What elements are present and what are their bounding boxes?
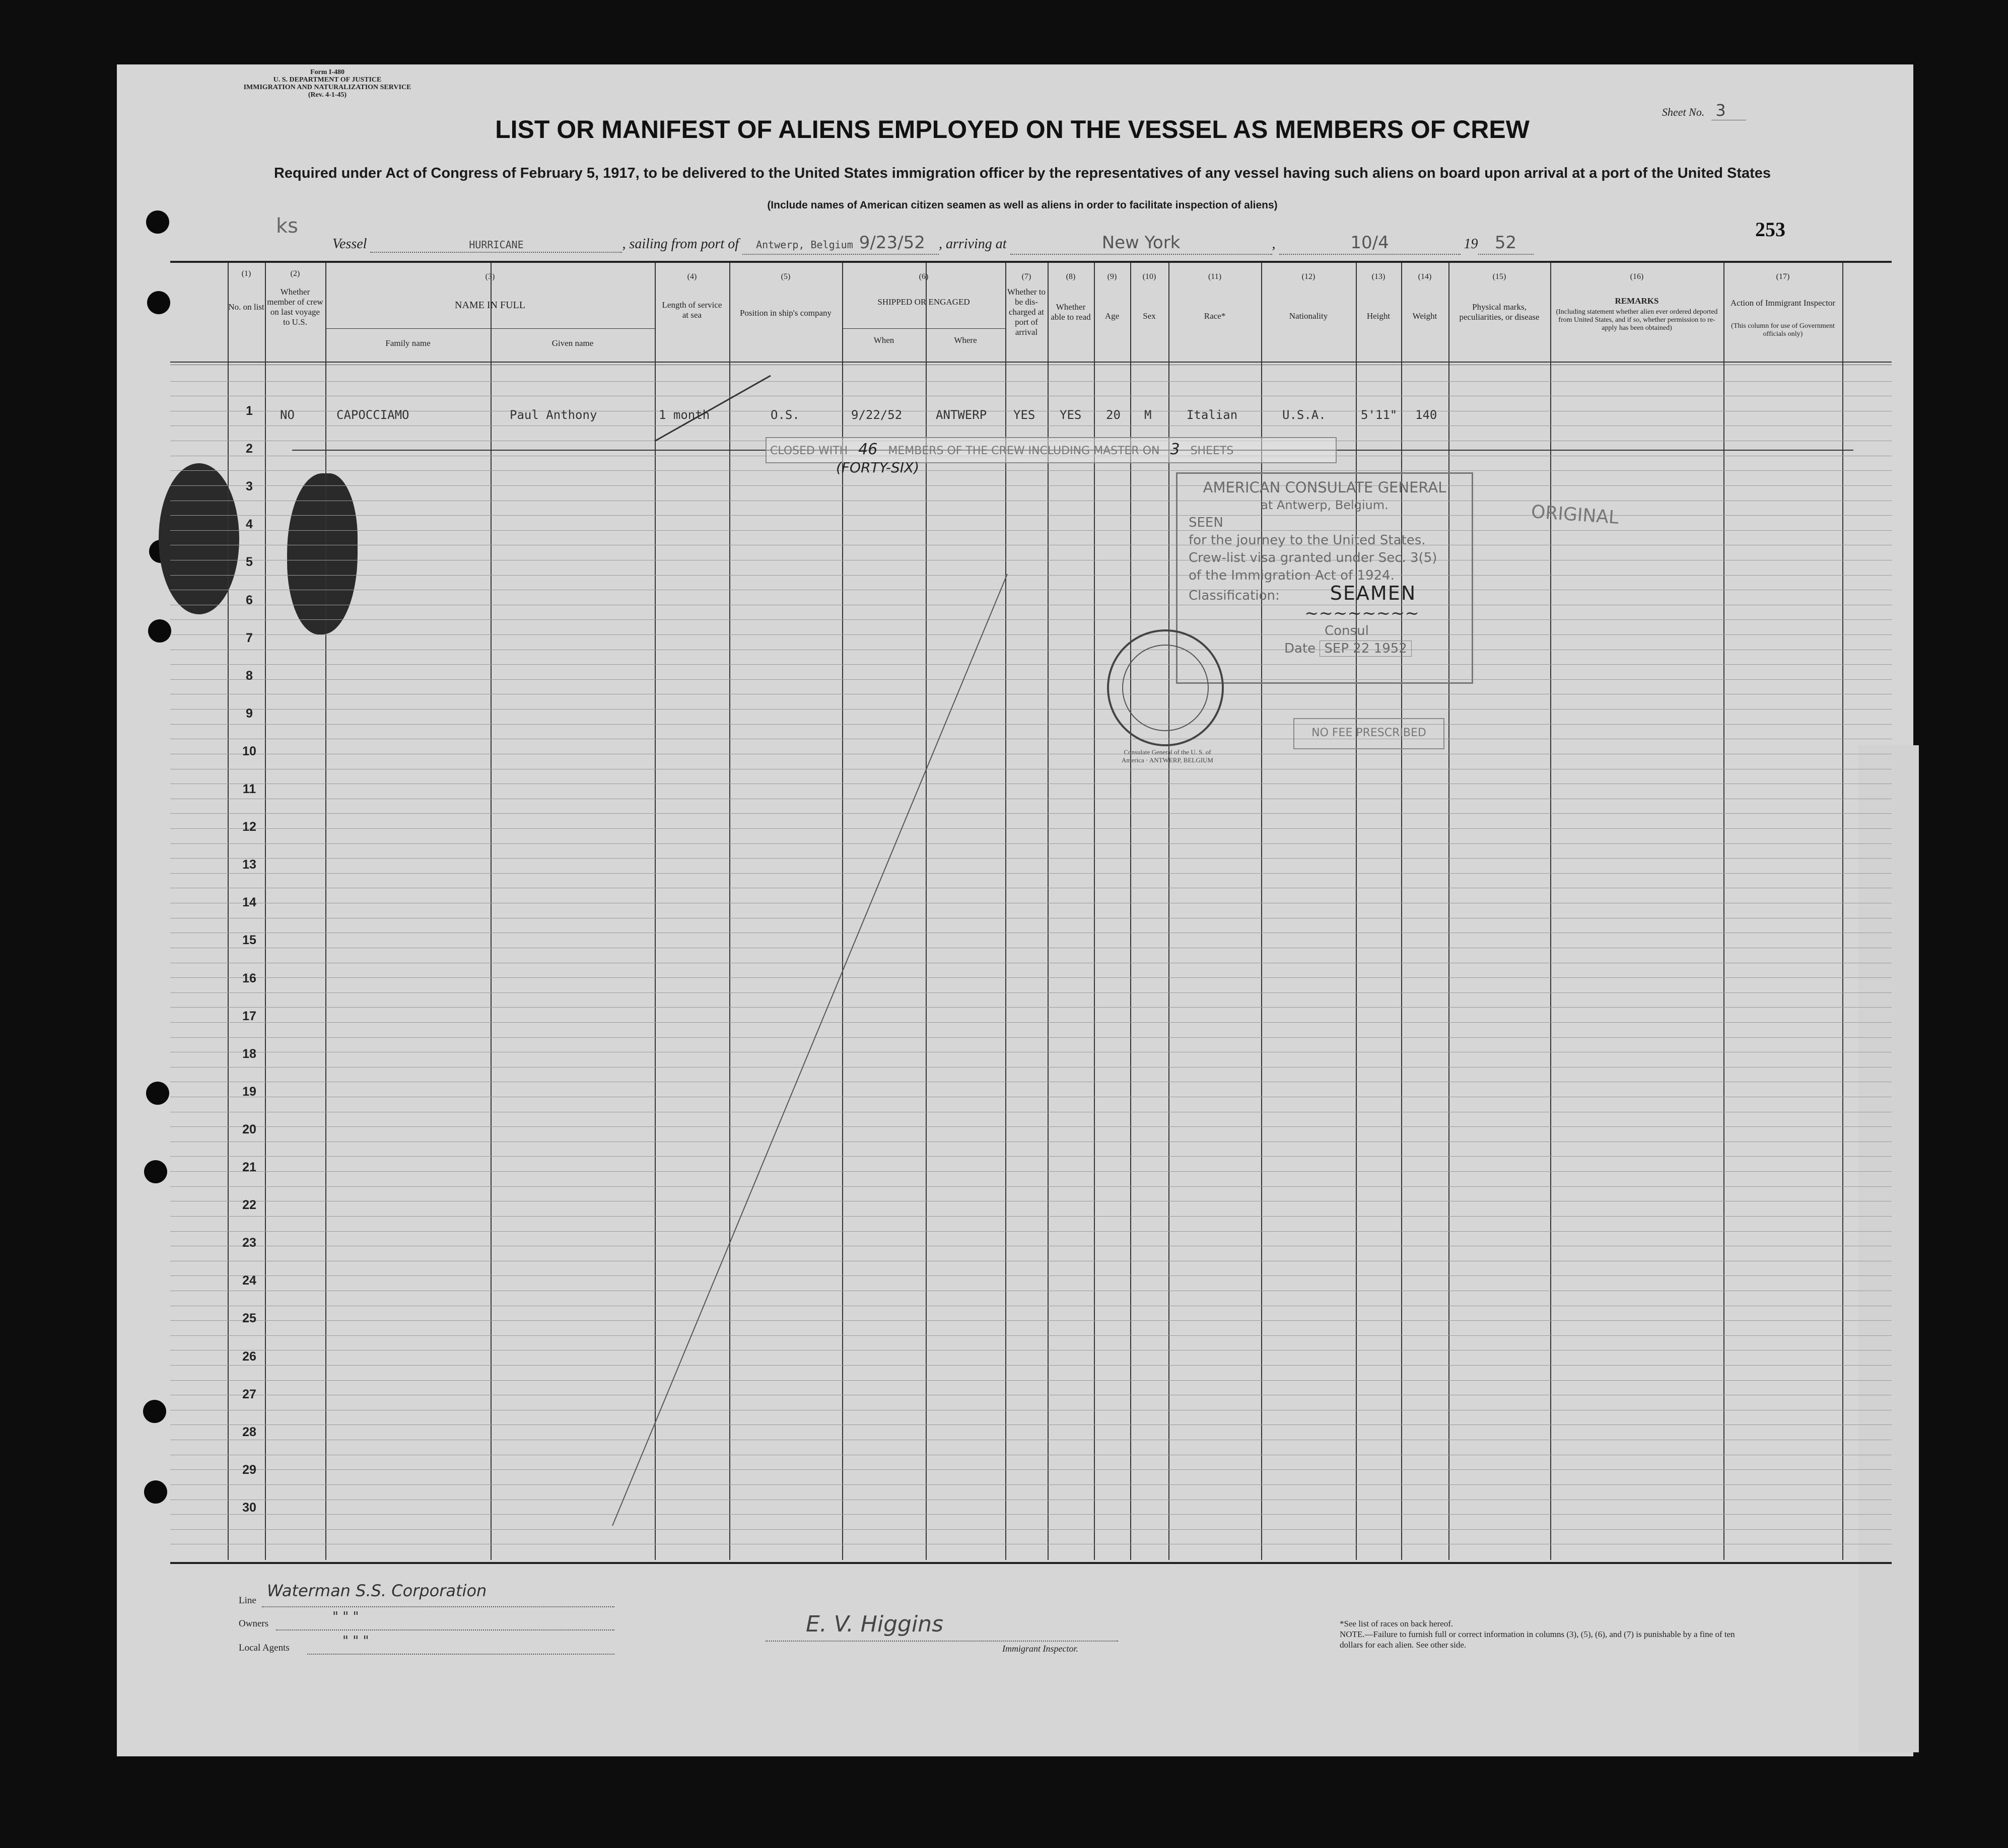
row-number: 10	[242, 744, 256, 758]
arrival-date: 10/4	[1350, 233, 1389, 253]
col3-label: NAME IN FULL	[455, 300, 525, 311]
row1-when: 9/22/52	[851, 408, 903, 422]
row1-position: O.S.	[771, 408, 800, 422]
row-number: 27	[242, 1387, 256, 1401]
col6-num: (6)	[919, 272, 929, 281]
row-number: 11	[242, 782, 256, 796]
row-number: 18	[242, 1046, 256, 1061]
page-stamp-number: 253	[1755, 218, 1785, 241]
inspector-dotted	[766, 1641, 1118, 1642]
date-label: Date	[1284, 641, 1316, 656]
row1-read: YES	[1060, 408, 1082, 422]
vessel-name: HURRICANE	[370, 239, 622, 253]
classification-label: Classification:	[1189, 588, 1280, 603]
row1-race: Italian	[1187, 408, 1238, 422]
owners-value: " " "	[332, 1609, 359, 1624]
sheet-number-value: 3	[1711, 101, 1746, 120]
row-number: 15	[242, 933, 256, 948]
departure-port: Antwerp, Belgium	[756, 239, 853, 251]
closing-middle: MEMBERS OF THE CREW INCLUDING MASTER ON	[888, 445, 1160, 457]
consulate-journey: for the journey to the United States.	[1189, 533, 1426, 548]
col14-num: (14)	[1418, 272, 1432, 281]
row1-discharged: YES	[1013, 408, 1035, 422]
classification-value: SEAMEN	[1330, 582, 1417, 604]
row-number: 28	[242, 1425, 256, 1439]
agents-value: " " "	[342, 1633, 369, 1649]
inspector-signature: E. V. Higgins	[806, 1611, 944, 1637]
where-header: Where	[954, 335, 977, 345]
instruction-note: (Include names of American citizen seamen as well as aliens in order to facilitate inspection of aliens)	[767, 199, 1278, 211]
consulate-location: at Antwerp, Belgium.	[1261, 498, 1389, 512]
agents-dotted	[307, 1654, 614, 1655]
owners-dotted	[276, 1629, 614, 1630]
when-header: When	[873, 335, 894, 345]
col13-num: (13)	[1371, 272, 1386, 281]
col7-num: (7)	[1021, 272, 1031, 281]
row-number: 26	[242, 1349, 256, 1364]
row-number: 21	[242, 1160, 256, 1174]
sailing-label: , sailing from port of	[622, 236, 739, 252]
row-number: 9	[246, 706, 253, 721]
page-title: LIST OR MANIFEST OF ALIENS EMPLOYED ON THE VESSEL AS MEMBERS OF CREW	[495, 115, 1530, 144]
col17-note: (This column for use of Government officials only)	[1731, 322, 1835, 338]
row1-sex: M	[1144, 408, 1152, 422]
row1-height: 5'11"	[1361, 408, 1398, 422]
line-dotted	[262, 1606, 614, 1607]
col10-label: Sex	[1143, 311, 1156, 321]
long-strike-line	[612, 574, 1007, 1526]
consulate-seen: SEEN	[1189, 515, 1223, 530]
row-number: 25	[242, 1311, 256, 1326]
arriving-label: , arriving at	[938, 236, 1007, 252]
row1-service: 1 month	[659, 408, 710, 422]
arrival-port: New York	[1101, 233, 1181, 253]
col15-num: (15)	[1492, 272, 1506, 281]
sheet-count: 3	[1170, 441, 1180, 458]
col9-label: Age	[1104, 311, 1120, 321]
row1-given-name: Paul Anthony	[510, 408, 597, 422]
inspector-label: Immigrant Inspector.	[1002, 1644, 1078, 1654]
given-name-header: Given name	[551, 338, 594, 348]
col8-label: Whether able to read	[1051, 302, 1091, 322]
page-subtitle: Required under Act of Congress of February 5, 1917, to be delivered to the United States immigration officer by the representatives of any vessel having such aliens on board upon arrival at a port of the United States	[273, 165, 1771, 181]
row-number: 23	[242, 1236, 256, 1250]
row-number: 4	[246, 517, 253, 532]
col2-num: (2)	[290, 269, 300, 278]
row1-family-name: CAPOCCIAMO	[336, 408, 409, 422]
row-number: 6	[246, 593, 253, 607]
col11-label: Race*	[1204, 311, 1226, 321]
row1-where: ANTWERP	[936, 408, 987, 422]
line-label: Line	[239, 1595, 256, 1606]
row1-weight: 140	[1415, 408, 1437, 422]
consulate-seal-inner	[1122, 645, 1209, 731]
col1-num: (1)	[241, 269, 251, 278]
row-number: 19	[242, 1084, 256, 1099]
col16-num: (16)	[1630, 272, 1644, 281]
service: IMMIGRATION AND NATURALIZATION SERVICE	[243, 84, 411, 91]
col12-label: Nationality	[1289, 311, 1328, 321]
col1-label: No. on list	[228, 302, 264, 312]
closing-prefix: CLOSED WITH	[770, 445, 848, 457]
row-number: 29	[242, 1462, 256, 1477]
col14-label: Weight	[1412, 311, 1437, 321]
consul-label: Consul	[1325, 623, 1369, 638]
col17-label: Action of Immigrant Inspector	[1730, 298, 1836, 308]
consulate-visa: Crew-list visa granted under Sec. 3(5)	[1189, 550, 1437, 565]
row-number: 1	[246, 404, 253, 418]
seal-text: Consulate General of the U. S. of America · ANTWERP, BELGIUM	[1122, 748, 1213, 764]
row-number: 5	[246, 555, 253, 570]
col8-num: (8)	[1066, 272, 1076, 281]
races-note: *See list of races on back hereof.	[1340, 1619, 1453, 1628]
row-number: 14	[242, 895, 256, 910]
row-number: 24	[242, 1273, 256, 1288]
row-number: 7	[246, 630, 253, 645]
vessel-line: Vessel HURRICANE , sailing from port of Antwerp, Belgium 9/23/52 , arriving at New York , 10/4 19 52	[332, 233, 1534, 255]
no-fee-stamp: NO FEE PRESCRIBED	[1293, 718, 1444, 749]
footer-note	[1340, 1618, 1753, 1650]
year-suffix: 52	[1494, 233, 1517, 253]
crew-count-words: (FORTY-SIX)	[836, 459, 920, 476]
col5-num: (5)	[781, 272, 791, 281]
col15-label: Physical marks, peculiarities, or disease	[1459, 302, 1540, 322]
stamp-date: SEP 22 1952	[1320, 641, 1411, 657]
row-number: 12	[242, 820, 256, 834]
closing-suffix: SHEETS	[1190, 445, 1234, 457]
short-strike-line	[655, 376, 771, 441]
col11-num: (11)	[1208, 272, 1222, 281]
consulate-title: AMERICAN CONSULATE GENERAL	[1203, 479, 1446, 496]
row1-nationality: U.S.A.	[1282, 408, 1326, 422]
col6-label: SHIPPED OR ENGAGED	[877, 297, 970, 307]
col16-label: REMARKS	[1615, 296, 1659, 306]
row-number: 13	[242, 858, 256, 872]
revision: (Rev. 4-1-45)	[308, 91, 347, 99]
col7-label: Whether to be dis-charged at port of arrival	[1007, 287, 1046, 337]
col12-num: (12)	[1301, 272, 1315, 281]
vessel-label: Vessel	[332, 236, 367, 252]
col4-num: (4)	[687, 272, 697, 281]
family-name-header: Family name	[385, 338, 431, 348]
col17-num: (17)	[1776, 272, 1790, 281]
owners-label: Owners	[239, 1618, 269, 1629]
line-value: Waterman S.S. Corporation	[267, 1581, 487, 1600]
row-number: 3	[246, 479, 253, 494]
col13-label: Height	[1366, 311, 1391, 321]
consulate-act: of the Immigration Act of 1924.	[1189, 568, 1395, 583]
col5-label: Position in ship's company	[739, 308, 832, 318]
col9-num: (9)	[1107, 272, 1117, 281]
agents-label: Local Agents	[239, 1643, 290, 1653]
form-number: Form I-480	[310, 68, 345, 76]
col3-num: (3)	[485, 272, 495, 281]
row-number: 30	[242, 1500, 256, 1515]
row-number: 8	[246, 668, 253, 683]
crew-count: 46	[858, 441, 878, 458]
penalty-note: NOTE.—Failure to furnish full or correct information in columns (3), (5), (6), and (7) is punishable by a fine of ten dollars for each alien. See other side.	[1340, 1629, 1735, 1650]
row-number: 16	[242, 971, 256, 985]
row1-crew-last-voyage: NO	[280, 408, 295, 422]
row1-age: 20	[1106, 408, 1121, 422]
row-number: 2	[246, 442, 253, 456]
departure-date: 9/23/52	[859, 233, 925, 253]
consul-signature: ~~~~~~~~	[1304, 603, 1419, 623]
original-stamp: ORIGINAL	[1530, 501, 1620, 529]
col4-label: Length of service at sea	[662, 300, 722, 320]
consulate-stamp	[1176, 472, 1473, 684]
row-number: 17	[242, 1009, 256, 1023]
year-prefix: 19	[1464, 236, 1478, 252]
sheet-label: Sheet No.	[1662, 106, 1705, 118]
margin-mark: ks	[276, 215, 299, 238]
row-number: 20	[242, 1122, 256, 1136]
col2-label: Whether member of crew on last voyage to U.S.	[267, 287, 323, 327]
row-number: 22	[242, 1198, 256, 1213]
department: U. S. DEPARTMENT OF JUSTICE	[273, 76, 382, 84]
col16-note: (Including statement whether alien ever ordered deported from United States, and if so, whether permission to re-apply has been obtained)	[1556, 308, 1718, 332]
col10-num: (10)	[1142, 272, 1156, 281]
